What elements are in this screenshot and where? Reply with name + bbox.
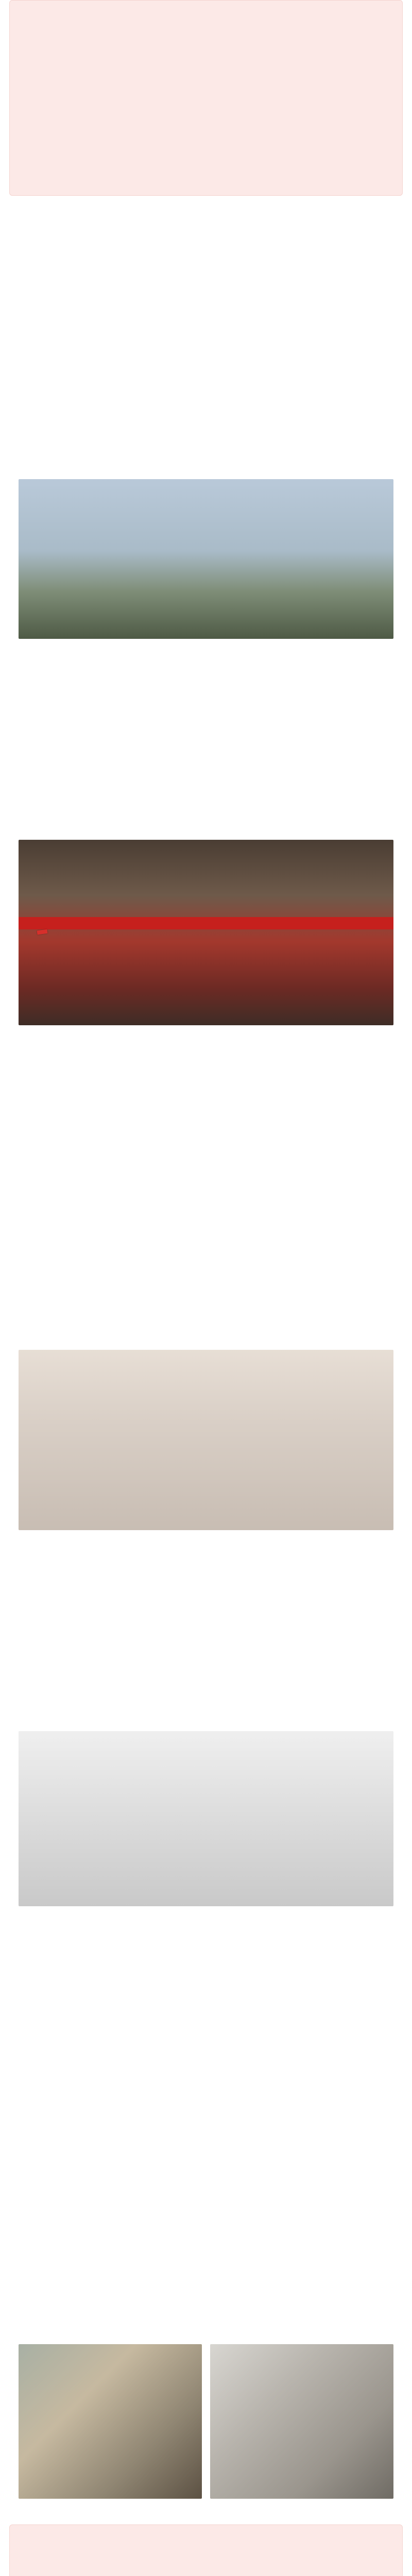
photo-image: [210, 2344, 393, 2499]
photo-right: [210, 2344, 393, 2499]
photo-documents: [19, 1731, 393, 1906]
section3b: [0, 1566, 412, 1571]
photo-image: [19, 1731, 393, 1906]
photo-hospital: [19, 1350, 393, 1530]
photo-left: [19, 2344, 202, 2499]
photo-image: [19, 1350, 393, 1530]
intro-paragraphs: [10, 11, 402, 16]
intro-panel: [9, 0, 403, 196]
section1b: [0, 654, 412, 659]
photo-banner-red: [19, 917, 393, 929]
photo-image: [19, 2344, 202, 2499]
photo-group-indoor: [19, 840, 393, 1025]
photo-group-outdoor: [19, 479, 393, 639]
photo-image: [19, 840, 393, 1025]
section5-paragraphs: [0, 2076, 412, 2081]
section2: [0, 1041, 412, 1046]
closing-panel: [9, 2524, 403, 2576]
section1-paragraphs: [0, 402, 412, 407]
section3-paragraphs: [0, 1216, 412, 1221]
photo-image: [19, 479, 393, 639]
section4: [0, 1942, 412, 1947]
section6-paragraphs: [10, 2535, 402, 2540]
section-top: [0, 211, 412, 216]
